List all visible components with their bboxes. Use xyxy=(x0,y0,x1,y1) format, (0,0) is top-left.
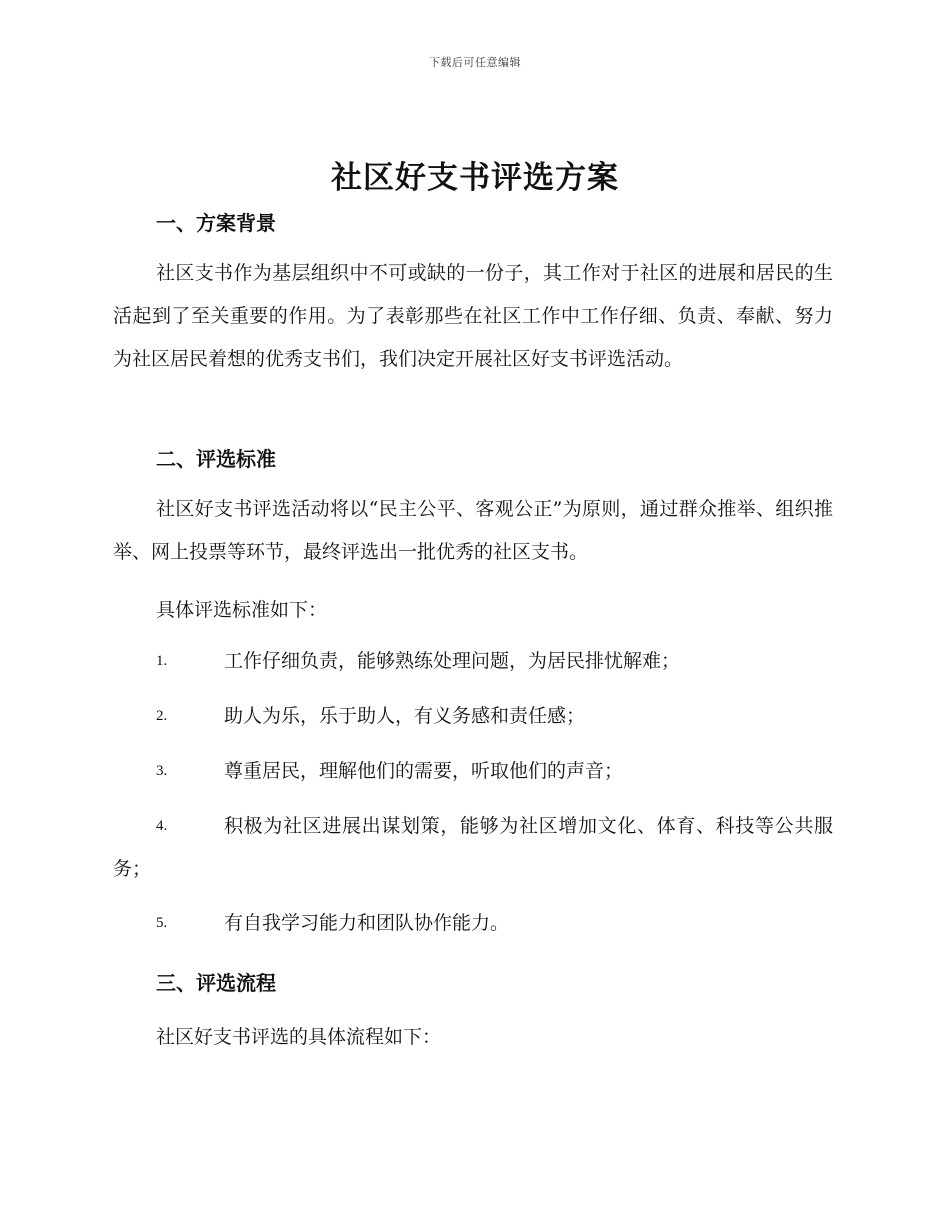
criteria-item xyxy=(113,750,833,793)
criteria-item xyxy=(113,695,833,738)
criteria-item-text: 有自我学习能力和团队协作能力。 xyxy=(224,912,510,934)
section-heading-background: 一、方案背景 xyxy=(156,211,276,235)
section-heading-criteria: 二、评选标准 xyxy=(156,447,276,471)
criteria-item-number: 2. xyxy=(156,708,168,724)
criteria-item-number: 1. xyxy=(156,653,168,669)
criteria-item xyxy=(113,640,833,683)
paragraph-criteria-intro: 社区好支书评选活动将以“民主公平、客观公正”为原则，通过群众推举、组织推举、网上投票等环节，最终评选出一批优秀的社区支书。 xyxy=(113,498,833,563)
criteria-item xyxy=(113,902,833,945)
criteria-item-number: 4. xyxy=(156,818,168,834)
criteria-item-text: 积极为社区进展出谋划策，能够为社区增加文化、体育、科技等公共服务； xyxy=(113,815,833,880)
paragraph-criteria-lead: 具体评选标准如下： xyxy=(156,599,328,621)
criteria-item-number: 3. xyxy=(156,763,168,779)
criteria-item-text: 尊重居民，理解他们的需要，听取他们的声音； xyxy=(224,760,624,782)
criteria-item-text: 助人为乐，乐于助人，有义务感和责任感； xyxy=(224,705,586,727)
criteria-item-number: 5. xyxy=(156,915,168,931)
paragraph-process-intro: 社区好支书评选的具体流程如下： xyxy=(156,1026,442,1048)
section-heading-process: 三、评选流程 xyxy=(156,971,276,995)
document-title: 社区好支书评选方案 xyxy=(331,160,619,196)
criteria-item xyxy=(113,805,833,891)
paragraph-background: 社区支书作为基层组织中不可或缺的一份子，其工作对于社区的进展和居民的生活起到了至关重要的作用。为了表彰那些在社区工作中工作仔细、负责、奉献、努力为社区居民着想的优秀支书们，我们决定开展社区好支书评选活动。 xyxy=(113,262,833,370)
criteria-item-text: 工作仔细负责，能够熟练处理问题，为居民排忧解难； xyxy=(224,650,681,672)
header-note: 下载后可任意编辑 xyxy=(429,56,521,69)
